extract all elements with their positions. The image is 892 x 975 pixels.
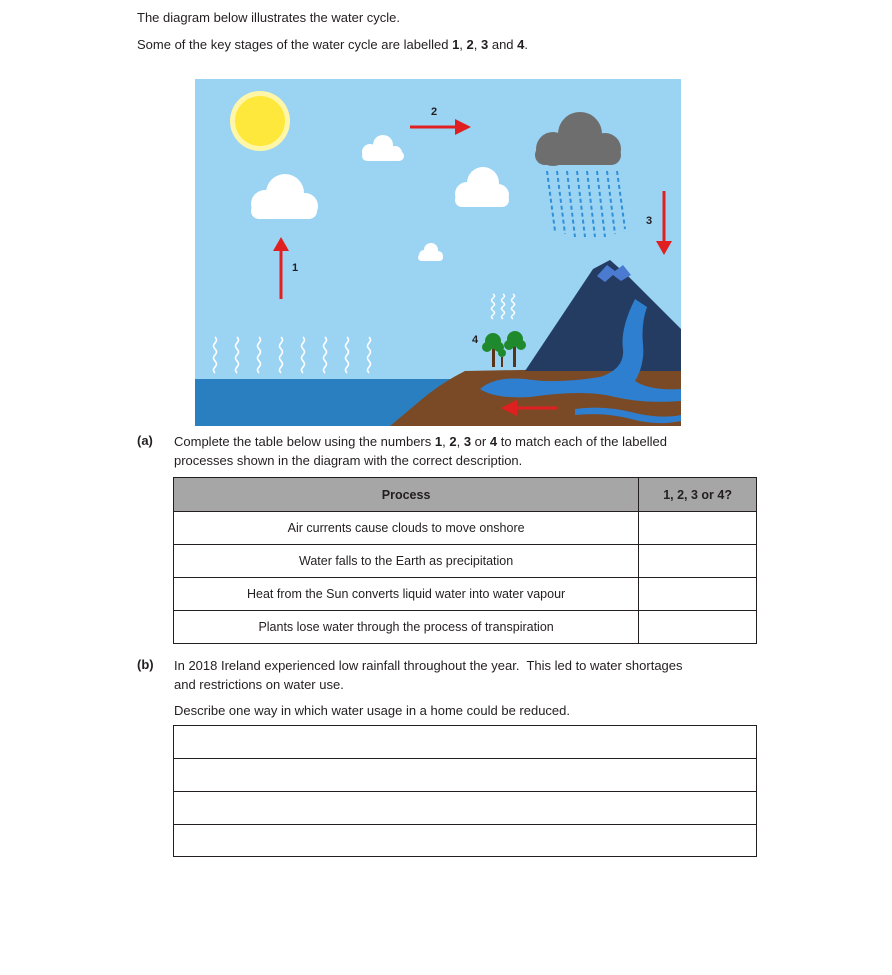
intro-num-3: 3 bbox=[481, 37, 489, 52]
label-1: 1 bbox=[292, 262, 299, 274]
part-a-line-2: processes shown in the diagram with the correct description. bbox=[174, 453, 523, 468]
table-row bbox=[174, 545, 757, 578]
table-row bbox=[174, 578, 757, 611]
part-a-text: to match each of the labelled bbox=[497, 434, 667, 449]
part-a-label: (a) bbox=[137, 433, 153, 448]
part-a-num-2: 2 bbox=[449, 434, 457, 449]
part-b-line-2: and restrictions on water use. bbox=[174, 677, 344, 692]
answer-cell[interactable] bbox=[639, 545, 757, 578]
answer-line bbox=[174, 758, 756, 759]
part-a-num-4: 4 bbox=[489, 434, 498, 449]
intro-text: Some of the key stages of the water cycle are labelled bbox=[137, 37, 453, 52]
header-number: 1, 2, 3 or 4? bbox=[639, 478, 757, 512]
answer-line bbox=[174, 824, 756, 825]
intro-sep: and bbox=[488, 37, 518, 52]
table-row bbox=[174, 611, 757, 644]
label-2: 2 bbox=[431, 106, 438, 118]
intro-sep: , bbox=[473, 37, 481, 52]
part-a-sep: , bbox=[456, 434, 464, 449]
intro-line-2 bbox=[137, 37, 528, 52]
water-cycle-diagram bbox=[195, 79, 681, 426]
intro-num-1: 1 bbox=[452, 37, 460, 52]
process-description: Water falls to the Earth as precipitation bbox=[174, 545, 639, 578]
intro-end: . bbox=[524, 37, 529, 52]
process-description: Plants lose water through the process of transpiration bbox=[174, 611, 639, 644]
answer-line bbox=[174, 791, 756, 792]
intro-line-1: The diagram below illustrates the water cycle. bbox=[137, 10, 401, 25]
part-a-text bbox=[174, 432, 667, 470]
intro-sep: , bbox=[459, 37, 467, 52]
part-b-label: (b) bbox=[137, 657, 154, 672]
sun-icon bbox=[230, 91, 290, 151]
answer-cell[interactable] bbox=[639, 611, 757, 644]
part-a-sep: , bbox=[442, 434, 450, 449]
intro-num-4: 4 bbox=[517, 37, 525, 52]
table-header-row bbox=[174, 478, 757, 512]
process-description: Air currents cause clouds to move onshore bbox=[174, 512, 639, 545]
part-b-text bbox=[174, 656, 683, 694]
answer-cell[interactable] bbox=[639, 578, 757, 611]
part-b-line-1: In 2018 Ireland experienced low rainfall throughout the year. This led to water shortages bbox=[174, 658, 683, 673]
part-a-line-1 bbox=[174, 432, 667, 451]
process-description: Heat from the Sun converts liquid water into water vapour bbox=[174, 578, 639, 611]
answer-cell[interactable] bbox=[639, 512, 757, 545]
label-4: 4 bbox=[472, 334, 479, 346]
part-a-sep: or bbox=[471, 434, 490, 449]
answer-box[interactable] bbox=[173, 725, 757, 857]
part-a-text: Complete the table below using the numbers bbox=[174, 434, 435, 449]
part-b-line-3: Describe one way in which water usage in a home could be reduced. bbox=[174, 703, 571, 718]
table-row bbox=[174, 512, 757, 545]
part-a-num-1: 1 bbox=[434, 434, 443, 449]
intro-num-2: 2 bbox=[466, 37, 474, 52]
header-process: Process bbox=[174, 478, 639, 512]
part-a-num-3: 3 bbox=[463, 434, 472, 449]
label-3: 3 bbox=[646, 215, 653, 227]
process-table bbox=[173, 477, 757, 644]
